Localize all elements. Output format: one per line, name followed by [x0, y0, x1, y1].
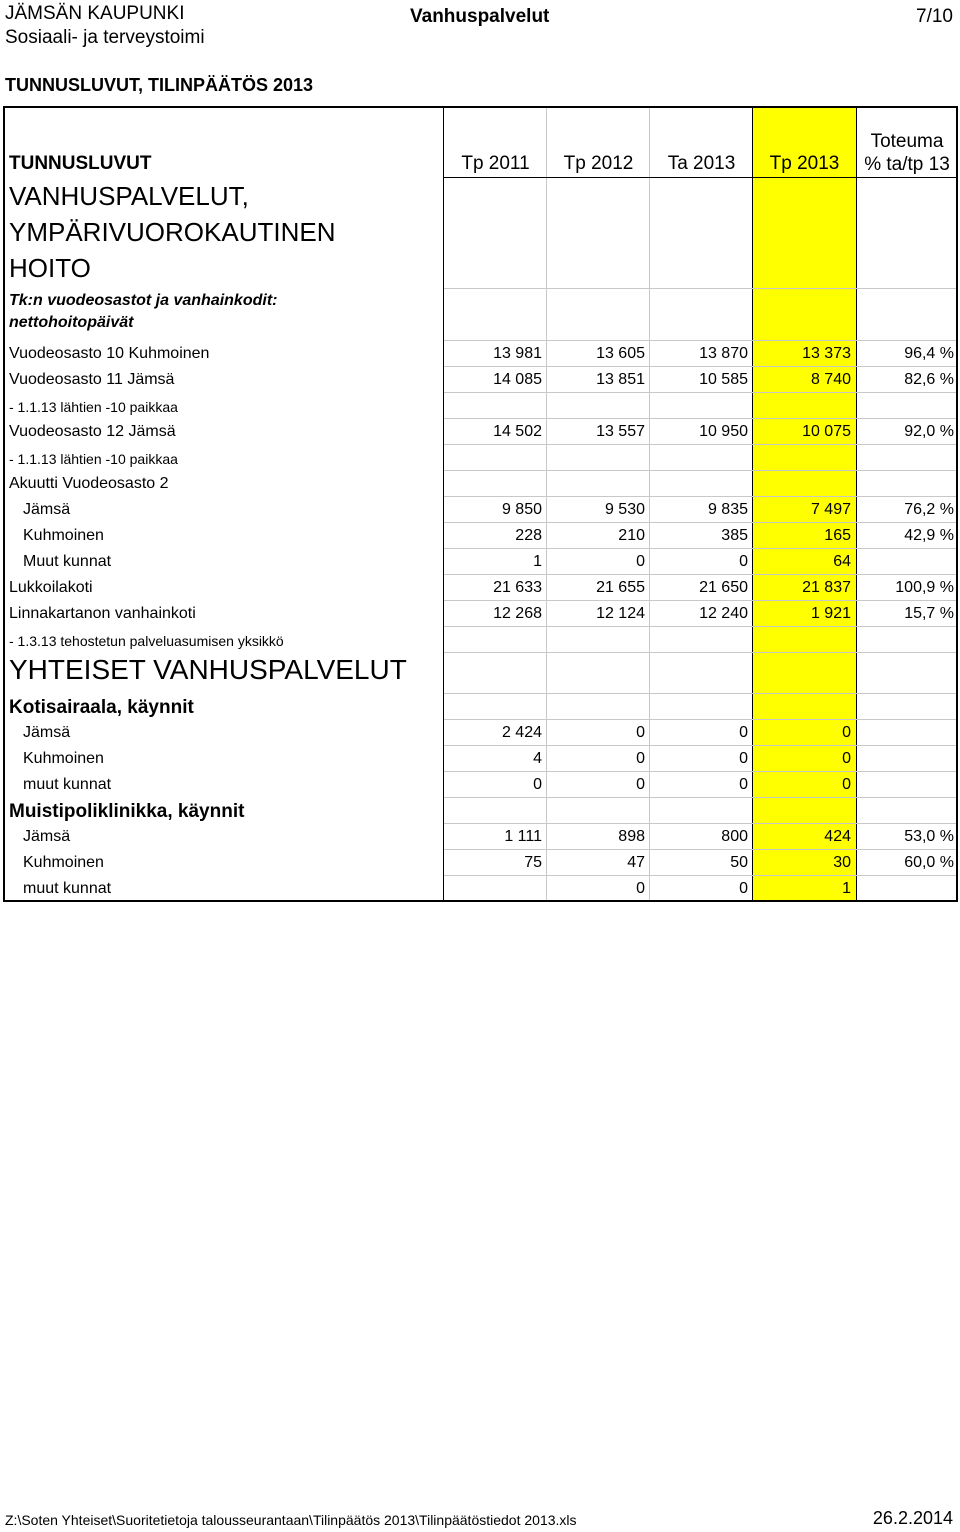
table-cell: 13 373	[802, 345, 851, 362]
table-cell: 76,2 %	[904, 501, 954, 518]
column-header-toteuma: Toteuma % ta/tp 13	[864, 131, 950, 175]
table-cell: 8 740	[810, 371, 851, 388]
section-title-line: HOITO	[9, 253, 91, 283]
table-row	[5, 771, 956, 797]
table-cell: 210	[618, 527, 645, 544]
row-label: Muut kunnat	[23, 553, 112, 570]
table-cell: 0	[636, 750, 645, 767]
table-cell: 13 605	[596, 345, 645, 362]
table-row	[5, 745, 956, 771]
table-cell: 64	[833, 553, 851, 570]
table-row	[5, 444, 956, 470]
table-row	[5, 719, 956, 745]
table-cell: 9 850	[501, 501, 542, 518]
table-cell: 800	[721, 828, 748, 845]
table-cell: 47	[627, 854, 645, 871]
table-row	[5, 626, 956, 652]
table-cell: 13 870	[699, 345, 748, 362]
table-row	[5, 366, 956, 392]
table-row	[5, 693, 956, 719]
table-cell: 0	[842, 750, 851, 767]
table-cell: 1 111	[504, 828, 542, 845]
row-label: Kotisairaala, käynnit	[9, 697, 194, 718]
table-cell: 21 655	[596, 579, 645, 596]
table-cell: 21 650	[699, 579, 748, 596]
column-header: Tp 2013	[769, 153, 840, 174]
table-header-label: TUNNUSLUVUT	[9, 153, 152, 174]
table-cell: 92,0 %	[904, 423, 954, 440]
table-cell: 1 921	[810, 605, 851, 622]
table-cell: 0	[842, 776, 851, 793]
table-cell: 12 240	[699, 605, 748, 622]
table-cell: 424	[824, 828, 851, 845]
row-label: Jämsä	[23, 501, 71, 518]
row-label: Linnakartanon vanhainkoti	[9, 605, 196, 622]
table-cell: 0	[739, 553, 748, 570]
table-cell: 0	[739, 776, 748, 793]
row-label: Jämsä	[23, 724, 71, 741]
table-cell: 13 851	[596, 371, 645, 388]
table-row	[5, 418, 956, 444]
table-cell: 14 502	[493, 423, 542, 440]
organization-department: Sosiaali- ja terveystoimi	[5, 27, 205, 48]
column-header: Ta 2013	[667, 153, 736, 174]
table-cell: 1	[533, 553, 542, 570]
report-title: TUNNUSLUVUT, TILINPÄÄTÖS 2013	[5, 75, 314, 95]
table-cell: 60,0 %	[904, 854, 954, 871]
table-cell: 10 075	[802, 423, 851, 440]
table-cell: 0	[533, 776, 542, 793]
table-cell: 10 950	[699, 423, 748, 440]
row-label: Kuhmoinen	[23, 527, 104, 544]
table-cell: 4	[533, 750, 542, 767]
file-path: Z:\Soten Yhteiset\Suoritetietoja talousseurantaan\Tilinpäätös 2013\Tilinpäätöstiedot 2013.xls	[5, 1512, 577, 1528]
table-row	[5, 600, 956, 626]
table-cell: 42,9 %	[904, 527, 954, 544]
table-cell: 13 981	[493, 345, 542, 362]
row-label: muut kunnat	[23, 880, 112, 897]
row-label: Jämsä	[23, 828, 71, 845]
table-cell: 96,4 %	[904, 345, 954, 362]
table-row	[5, 797, 956, 823]
row-label: Vuodeosasto 11 Jämsä	[9, 371, 175, 388]
table-cell: 12 124	[596, 605, 645, 622]
table-cell: 0	[739, 724, 748, 741]
table-cell: 9 530	[604, 501, 645, 518]
table-cell: 1	[842, 880, 851, 897]
table-cell: 0	[636, 553, 645, 570]
table-row	[5, 470, 956, 496]
table-cell: 0	[739, 750, 748, 767]
row-label: Akuutti Vuodeosasto 2	[9, 475, 169, 492]
table-cell: 21 633	[493, 579, 542, 596]
table-cell: 0	[842, 724, 851, 741]
table-row	[5, 522, 956, 548]
table-row	[5, 496, 956, 522]
table-cell: 385	[721, 527, 748, 544]
table-cell: 0	[636, 880, 645, 897]
row-label: Lukkoilakoti	[9, 579, 93, 596]
document-department: Vanhuspalvelut	[410, 6, 550, 27]
row-label: Kuhmoinen	[23, 750, 104, 767]
table-row	[5, 340, 956, 366]
section-note: Tk:n vuodeosastot ja vanhainkodit: nettohoitopäivät	[9, 292, 278, 331]
table-cell: 9 835	[707, 501, 748, 518]
row-label: YHTEISET VANHUSPALVELUT	[9, 654, 407, 685]
table-cell: 14 085	[493, 371, 542, 388]
row-label: Kuhmoinen	[23, 854, 104, 871]
row-label: - 1.1.13 lähtien -10 paikkaa	[9, 451, 178, 467]
table-cell: 165	[824, 527, 851, 544]
table-cell: 82,6 %	[904, 371, 954, 388]
organization-name: JÄMSÄN KAUPUNKI	[5, 3, 185, 24]
row-label: Vuodeosasto 10 Kuhmoinen	[9, 345, 210, 362]
table-cell: 100,9 %	[895, 579, 954, 596]
table-cell: 75	[524, 854, 542, 871]
table-cell: 2 424	[501, 724, 542, 741]
table-cell: 10 585	[699, 371, 748, 388]
page-number: 7/10	[916, 6, 953, 27]
table-row	[5, 574, 956, 600]
table-cell: 0	[636, 724, 645, 741]
row-label: - 1.3.13 tehostetun palveluasumisen yksikkö	[9, 633, 284, 649]
table-cell: 228	[515, 527, 542, 544]
table-cell: 30	[833, 854, 851, 871]
table-row	[5, 849, 956, 875]
table-cell: 13 557	[596, 423, 645, 440]
table-cell: 21 837	[802, 579, 851, 596]
row-label: Vuodeosasto 12 Jämsä	[9, 423, 176, 440]
print-date: 26.2.2014	[872, 1508, 953, 1528]
table-cell: 898	[618, 828, 645, 845]
table-cell: 53,0 %	[904, 828, 954, 845]
key-figures-table	[3, 106, 958, 902]
section-title-line: YMPÄRIVUOROKAUTINEN	[9, 217, 336, 247]
table-cell: 0	[739, 880, 748, 897]
table-row	[5, 823, 956, 849]
table-cell: 12 268	[493, 605, 542, 622]
column-header: Tp 2011	[461, 153, 530, 174]
table-row	[5, 652, 956, 693]
row-label: muut kunnat	[23, 776, 112, 793]
row-label: Muistipoliklinikka, käynnit	[9, 801, 245, 822]
row-label: - 1.1.13 lähtien -10 paikkaa	[9, 399, 178, 415]
table-row	[5, 392, 956, 418]
table-cell: 15,7 %	[904, 605, 954, 622]
table-row	[5, 548, 956, 574]
table-cell: 0	[636, 776, 645, 793]
table-row	[5, 875, 956, 901]
table-cell: 50	[730, 854, 748, 871]
table-cell: 7 497	[810, 501, 851, 518]
column-header: Tp 2012	[563, 153, 634, 174]
section-title-line: VANHUSPALVELUT,	[9, 181, 249, 211]
